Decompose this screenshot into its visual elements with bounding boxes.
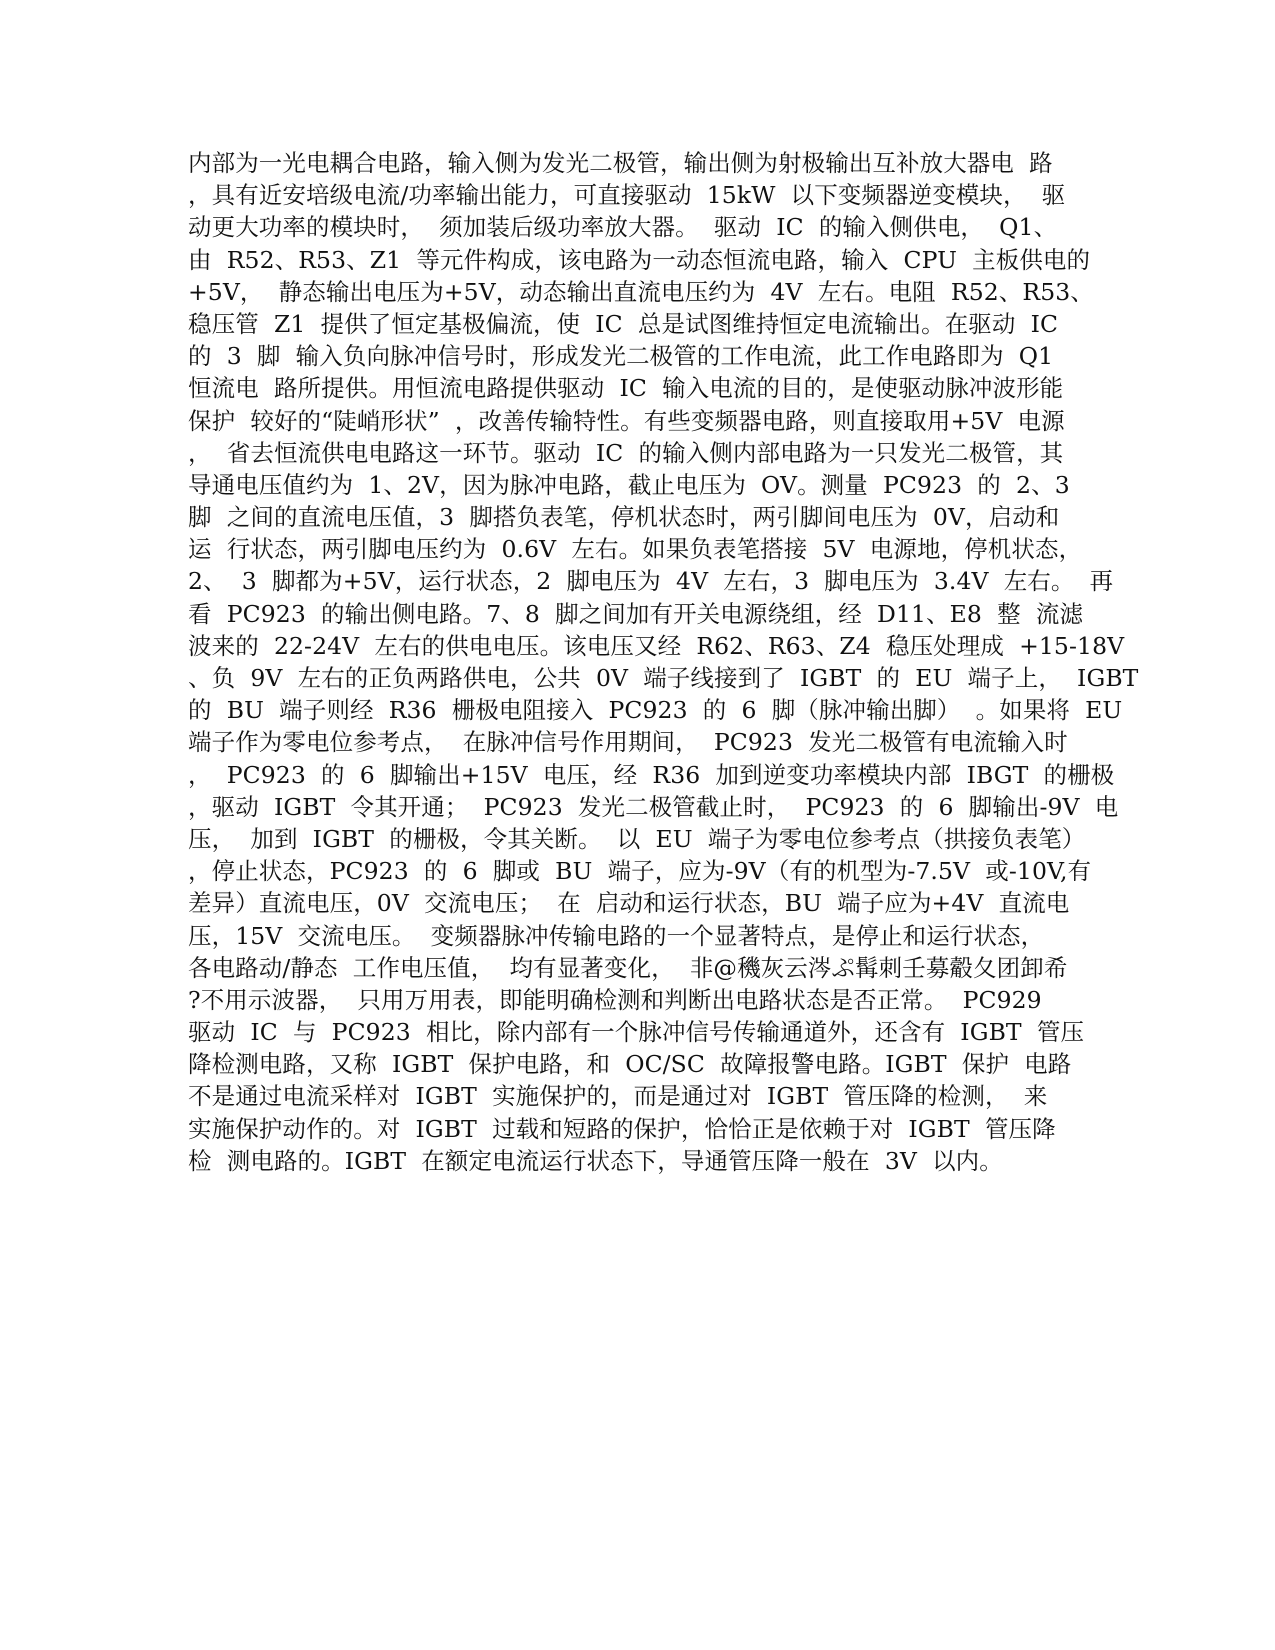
text-line: ，停止状态，PC923 的 6 脚或 BU 端子，应为-9V（有的机型为-7.5V 或-10V,有	[188, 857, 1092, 886]
text-line: 2、 3 脚都为+5V，运行状态，2 脚电压为 4V 左右，3 脚电压为 3.4V 左右。 再	[188, 567, 1114, 596]
text-line: 各电路动/静态 工作电压值， 均有显著变化， 非@穖灰云涔ぷ髯刺壬募觳夂团卸希	[188, 953, 1068, 982]
text-line: 波来的 22-24V 左右的供电电压。该电压又经 R62、R63、Z4 稳压处理成 +15-18V	[188, 631, 1125, 660]
text-line: 、负 9V 左右的正负两路供电，公共 0V 端子线接到了 IGBT 的 EU 端子上， IGBT	[188, 664, 1139, 692]
text-line: 内部为一光电耦合电路，输入侧为发光二极管，输出侧为射极输出互补放大器电 路	[188, 149, 1053, 177]
text-line: ， 省去恒流供电电路这一环节。驱动 IC 的输入侧内部电路为一只发光二极管，其	[188, 438, 1064, 467]
text-line: 由 R52、R53、Z1 等元件构成，该电路为一动态恒流电路，输入 CPU 主板供电的	[188, 245, 1091, 274]
text-line: 实施保护动作的。对 IGBT 过载和短路的保护，恰恰正是依赖于对 IGBT 管压降	[188, 1114, 1056, 1143]
text-line: 驱动 IC 与 PC923 相比，除内部有一个脉冲信号传输通道外，还含有 IGBT 管压	[188, 1018, 1085, 1047]
text-line: 压， 加到 IGBT 的栅极，令其关断。 以 EU 端子为零电位参考点（拱接负表笔）	[188, 824, 1086, 853]
text-line: 脚 之间的直流电压值，3 脚搭负表笔，停机状态时，两引脚间电压为 0V，启动和	[188, 503, 1060, 532]
text-line: 差异）直流电压，0V 交流电压； 在 启动和运行状态，BU 端子应为+4V 直流电	[188, 889, 1070, 918]
text-line: 降检测电路，又称 IGBT 保护电路，和 OC/SC 故障报警电路。IGBT 保护 电路	[188, 1050, 1072, 1079]
text-line: 保护 较好的“陡峭形状” ，改善传输特性。有些变频器电路，则直接取用+5V 电源	[188, 406, 1065, 435]
text-line: 压，15V 交流电压。 变频器脉冲传输电路的一个显著特点，是停止和运行状态，	[188, 921, 1045, 950]
text-line: +5V， 静态输出电压为+5V，动态输出直流电压约为 4V 左右。电阻 R52、R53、	[188, 277, 1094, 306]
text-line: 运 行状态，两引脚电压约为 0.6V 左右。如果负表笔搭接 5V 电源地，停机状态，	[188, 535, 1083, 564]
text-line: 的 3 脚 输入负向脉冲信号时，形成发光二极管的工作电流，此工作电路即为 Q1	[188, 342, 1054, 371]
text-line: 检 测电路的。IGBT 在额定电流运行状态下，导通管压降一般在 3V 以内。	[188, 1146, 1003, 1175]
text-line: 端子作为零电位参考点， 在脉冲信号作用期间， PC923 发光二极管有电流输入时	[188, 728, 1068, 757]
text-line: ，驱动 IGBT 令其开通； PC923 发光二极管截止时， PC923 的 6 脚输出-9V 电	[188, 792, 1119, 821]
text-line: 稳压管 Z1 提供了恒定基极偏流，使 IC 总是试图维持恒定电流输出。在驱动 IC	[188, 309, 1059, 338]
text-line: 动更大功率的模块时， 须加装后级功率放大器。 驱动 IC 的输入侧供电， Q1、	[188, 213, 1058, 242]
text-line: ，具有近安培级电流/功率输出能力，可直接驱动 15kW 以下变频器逆变模块， 驱	[188, 181, 1066, 210]
text-line: 导通电压值约为 1、2V，因为脉冲电路，截止电压为 OV。测量 PC923 的 2、3	[188, 470, 1070, 499]
text-line: 的 BU 端子则经 R36 栅极电阻接入 PC923 的 6 脚（脉冲输出脚） 。如果将 EU	[188, 696, 1123, 725]
body-text	[188, 147, 1148, 1177]
text-line: ?不用示波器， 只用万用表，即能明确检测和判断出电路状态是否正常。 PC929	[188, 985, 1042, 1014]
text-line: 看 PC923 的输出侧电路。7、8 脚之间加有开关电源绕组，经 D11、E8 整 流滤	[188, 599, 1084, 628]
text-line: 不是通过电流采样对 IGBT 实施保护的，而是通过对 IGBT 管压降的检测， 来	[188, 1082, 1048, 1111]
text-line: 恒流电 路所提供。用恒流电路提供驱动 IC 输入电流的目的，是使驱动脉冲波形能	[188, 374, 1064, 403]
text-line: ， PC923 的 6 脚输出+15V 电压，经 R36 加到逆变功率模块内部 IBGT 的栅极	[188, 760, 1115, 789]
